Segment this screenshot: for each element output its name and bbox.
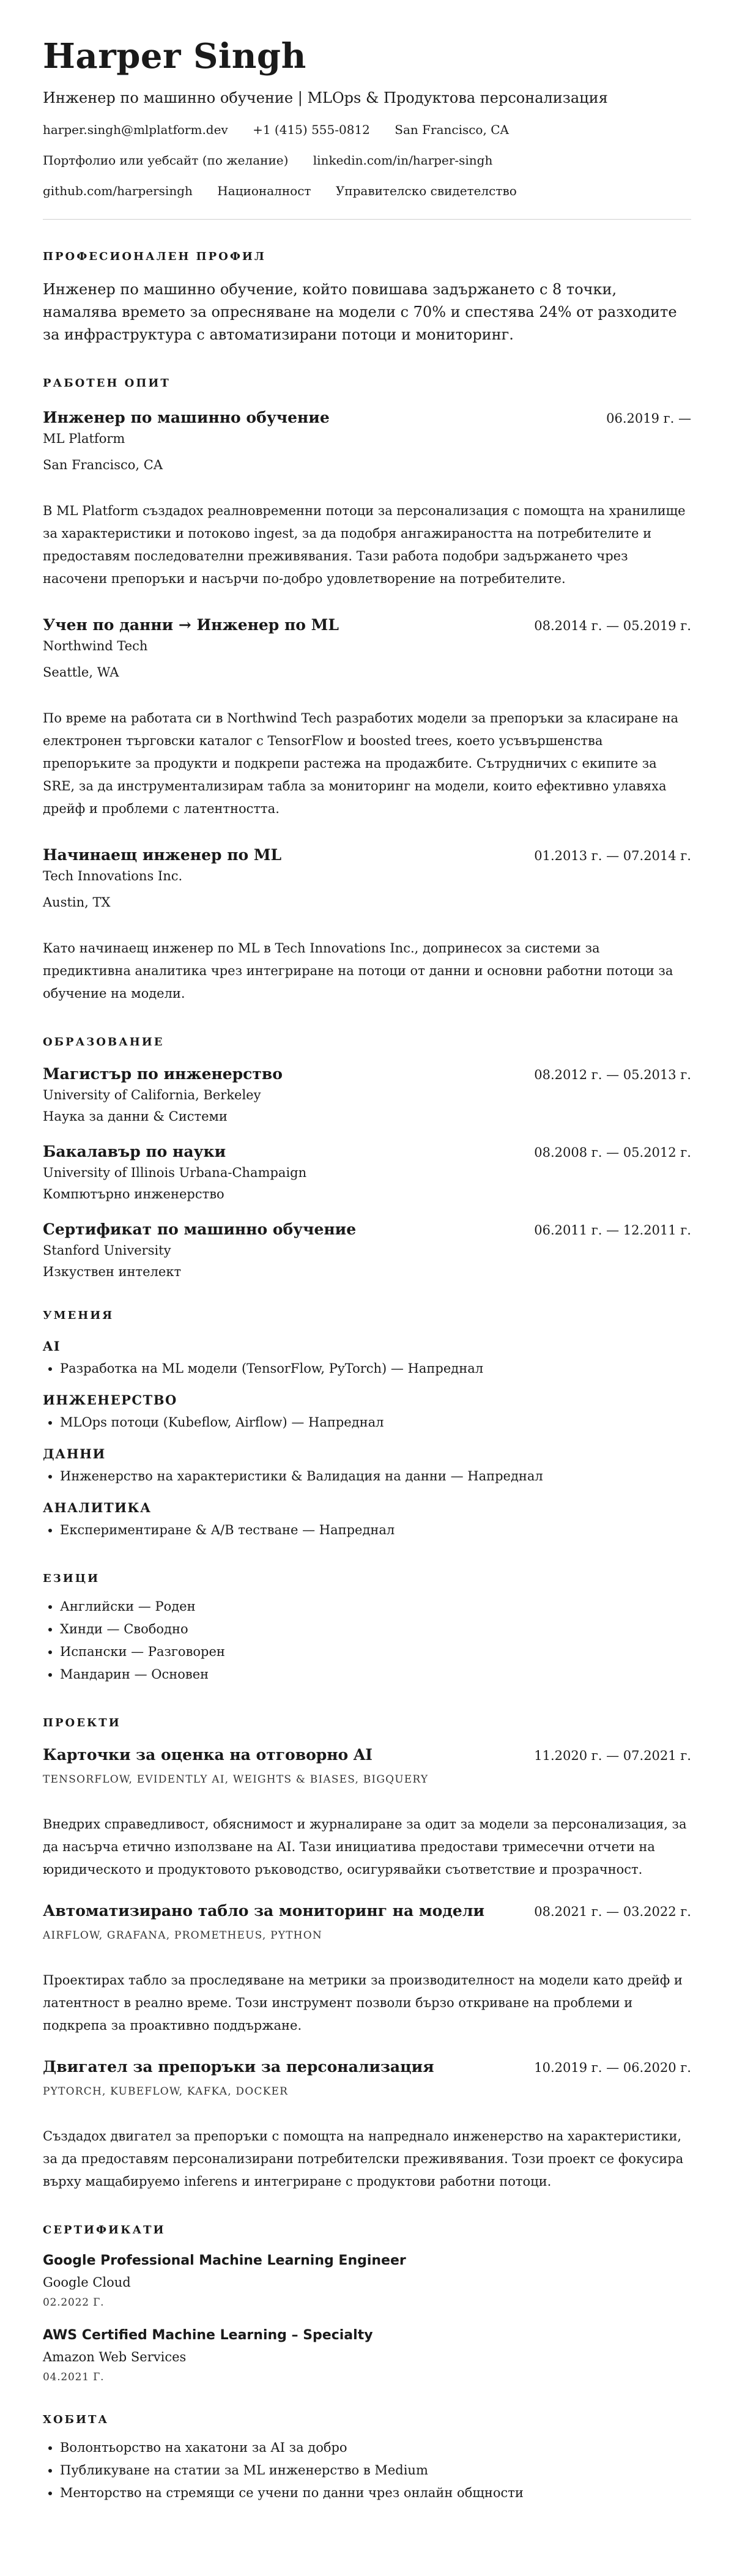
certification-issuer: Google Cloud xyxy=(43,2275,131,2290)
education-item xyxy=(43,1144,691,1201)
linkedin-link[interactable]: linkedin.com/in/harper-singh xyxy=(313,153,493,168)
job-title: Учен по данни → Инженер по ML xyxy=(43,616,339,634)
education-section-title: ОБРАЗОВАНИЕ xyxy=(43,1036,165,1049)
language-item: • Мандарин — Основен xyxy=(60,1663,691,1686)
certification-date: 02.2022 Г. xyxy=(43,2296,105,2309)
hobby-item: • Менторство на стремящи се учени по данни чрез онлайн общности xyxy=(60,2482,691,2504)
field-of-study: Компютърно инженерство xyxy=(43,1187,224,1201)
skill-list xyxy=(43,1465,691,1488)
skill-item: • Експериментиране & A/B тестване — Напреднал xyxy=(60,1519,691,1542)
project-tech: TENSORFLOW, EVIDENTLY AI, WEIGHTS & BIASES, BIGQUERY xyxy=(43,1773,429,1786)
header-divider xyxy=(43,219,691,220)
nationality-text: Националност xyxy=(217,184,311,198)
degree-title: Сертификат по машинно обучение xyxy=(43,1220,357,1238)
project-dates: 11.2020 г. — 07.2021 г. xyxy=(534,1748,691,1763)
certification-name: Google Professional Machine Learning Engineer xyxy=(43,2253,406,2268)
experience-item xyxy=(43,847,691,1005)
license-text: Управителско свидетелство xyxy=(335,184,517,198)
skill-group xyxy=(43,1501,691,1542)
skill-list xyxy=(43,1411,691,1434)
skills-section-title: УМЕНИЯ xyxy=(43,1309,114,1322)
degree-title: Магистър по инженерство xyxy=(43,1065,283,1083)
certification-name: AWS Certified Machine Learning – Specialty xyxy=(43,2328,373,2343)
summary-section-title: ПРОФЕСИОНАЛЕН ПРОФИЛ xyxy=(43,250,266,263)
skill-category: ДАННИ xyxy=(43,1446,106,1461)
hobbies-list xyxy=(43,2437,691,2504)
location-text: San Francisco, CA xyxy=(395,122,509,137)
skill-group xyxy=(43,1447,691,1488)
job-title: Инженер по машинно обучение xyxy=(43,409,330,426)
project-tech: AIRFLOW, GRAFANA, PROMETHEUS, PYTHON xyxy=(43,1929,322,1942)
skill-list xyxy=(43,1519,691,1542)
job-location: Austin, TX xyxy=(43,895,111,910)
field-of-study: Изкуствен интелект xyxy=(43,1264,182,1279)
certification-item xyxy=(43,2329,691,2383)
job-location: Seattle, WA xyxy=(43,665,119,680)
certification-item xyxy=(43,2254,691,2308)
certification-date: 04.2021 Г. xyxy=(43,2371,105,2383)
contact-line-2 xyxy=(43,154,691,166)
project-name: Карточки за оценка на отговорно AI xyxy=(43,1746,373,1764)
language-item: • Английски — Роден xyxy=(60,1595,691,1618)
company-name: Northwind Tech xyxy=(43,639,148,653)
hobby-item: • Публикуване на статии за ML инженерство в Medium xyxy=(60,2459,691,2482)
job-location: San Francisco, CA xyxy=(43,458,163,472)
portfolio-link[interactable]: Портфолио или уебсайт (по желание) xyxy=(43,153,289,168)
company-name: Tech Innovations Inc. xyxy=(43,869,183,883)
certifications-section-title: СЕРТИФИКАТИ xyxy=(43,2224,166,2236)
project-item xyxy=(43,1747,691,1881)
skill-group xyxy=(43,1340,691,1380)
skill-category: АНАЛИТИКА xyxy=(43,1500,152,1515)
skill-item: • Разработка на ML модели (TensorFlow, PyTorch) — Напреднал xyxy=(60,1357,691,1380)
job-description: В ML Platform създадох реалновременни потоци за персонализация с помощта на хранилище за характеристики и потоково ingest, за да подобря ангажираността на потребителите и предоставям последователни преживявания. Тази работа подобри задържането чрез насочени препоръки и насърчи по-добро удовлетворение на потребителите. xyxy=(43,503,686,586)
job-dates: 06.2019 г. — xyxy=(606,411,691,426)
email-link[interactable]: harper.singh@mlplatform.dev xyxy=(43,122,228,137)
hobbies-section-title: ХОБИТА xyxy=(43,2413,109,2426)
project-name: Автоматизирано табло за мониторинг на модели xyxy=(43,1902,484,1920)
certification-issuer: Amazon Web Services xyxy=(43,2350,187,2364)
project-dates: 10.2019 г. — 06.2020 г. xyxy=(534,2060,691,2075)
hobby-item: • Волонтьорство на хакатони за AI за добро xyxy=(60,2437,691,2459)
languages-section-title: ЕЗИЦИ xyxy=(43,1572,100,1585)
school-name: University of Illinois Urbana-Champaign xyxy=(43,1165,307,1180)
education-item xyxy=(43,1066,691,1123)
education-dates: 08.2008 г. — 05.2012 г. xyxy=(534,1145,691,1160)
job-description: Като начинаещ инженер по ML в Tech Innovations Inc., допринесох за системи за предиктивна аналитика чрез интегриране на потоци от данни и основни работни потоци за обучение на модели. xyxy=(43,941,673,1001)
education-dates: 08.2012 г. — 05.2013 г. xyxy=(534,1067,691,1082)
project-dates: 08.2021 г. — 03.2022 г. xyxy=(534,1904,691,1919)
contact-line-1 xyxy=(43,124,691,136)
field-of-study: Наука за данни & Системи xyxy=(43,1109,228,1124)
education-dates: 06.2011 г. — 12.2011 г. xyxy=(534,1223,691,1238)
project-description: Внедрих справедливост, обяснимост и журналиране за одит за модели за персонализация, за да насърча етично използване на AI. Тази инициатива предостави тримесечни отчети на юридическото и продуктовото ръководство, осигурявайки съответствие и прозрачност. xyxy=(43,1817,687,1877)
summary-text: Инженер по машинно обучение, който повишава задържането с 8 точки, намалява времето за опресняване на модели с 70% и спестява 24% от разходите за инфраструктура с автоматизирани потоци и мониторинг. xyxy=(43,281,677,343)
languages-list xyxy=(43,1595,691,1686)
github-link[interactable]: github.com/harpersingh xyxy=(43,184,193,198)
skill-item: • MLOps потоци (Kubeflow, Airflow) — Напреднал xyxy=(60,1411,691,1434)
job-dates: 01.2013 г. — 07.2014 г. xyxy=(534,848,691,863)
skill-item: • Инженерство на характеристики & Валидация на данни — Напреднал xyxy=(60,1465,691,1488)
education-item xyxy=(43,1222,691,1279)
project-item xyxy=(43,2059,691,2193)
experience-item xyxy=(43,617,691,820)
school-name: Stanford University xyxy=(43,1243,171,1258)
language-item: • Испански — Разговорен xyxy=(60,1641,691,1663)
candidate-name: Harper Singh xyxy=(43,36,306,76)
skill-category: AI xyxy=(43,1338,61,1354)
job-dates: 08.2014 г. — 05.2019 г. xyxy=(534,618,691,633)
experience-item xyxy=(43,410,691,590)
project-name: Двигател за препоръки за персонализация xyxy=(43,2058,434,2076)
phone-text: +1 (415) 555-0812 xyxy=(253,122,370,137)
skill-group xyxy=(43,1394,691,1434)
company-name: ML Platform xyxy=(43,431,125,446)
job-title: Начинаещ инженер по ML xyxy=(43,846,282,864)
project-tech: PYTORCH, KUBEFLOW, KAFKA, DOCKER xyxy=(43,2085,289,2098)
headline: Инженер по машинно обучение | MLOps & Продуктова персонализация xyxy=(43,89,608,106)
degree-title: Бакалавър по науки xyxy=(43,1143,226,1160)
school-name: University of California, Berkeley xyxy=(43,1088,261,1102)
job-description: По време на работата си в Northwind Tech разработих модели за препоръки за класиране на електронен търговски каталог с TensorFlow и boosted trees, което усъвършенства препоръките за продукти и подкрепи растежа на продажбите. Сътрудничих с екипите за SRE, за да инструментализирам табла за мониторинг на модели, които ефективно улавяха дрейф и проблеми с латентността. xyxy=(43,711,679,816)
project-description: Проектирах табло за проследяване на метрики за производителност на модели като дрейф и латентност в реално време. Този инструмент позволи бързо откриване на проблеми и подкрепа за проактивно поддържане. xyxy=(43,1973,683,2033)
skill-category: ИНЖЕНЕРСТВО xyxy=(43,1392,177,1408)
language-item: • Хинди — Свободно xyxy=(60,1618,691,1641)
project-description: Създадох двигател за препоръки с помощта на напреднало инженерство на характеристики, за да предоставям персонализирани потребителски преживявания. Този проект се фокусира върху мащабируемо inferens и интегриране с продуктови работни потоци. xyxy=(43,2129,684,2189)
contact-line-3 xyxy=(43,185,691,197)
projects-section-title: ПРОЕКТИ xyxy=(43,1717,121,1729)
skill-list xyxy=(43,1357,691,1380)
project-item xyxy=(43,1903,691,2037)
experience-section-title: РАБОТЕН ОПИТ xyxy=(43,377,171,390)
resume-header xyxy=(43,0,691,197)
